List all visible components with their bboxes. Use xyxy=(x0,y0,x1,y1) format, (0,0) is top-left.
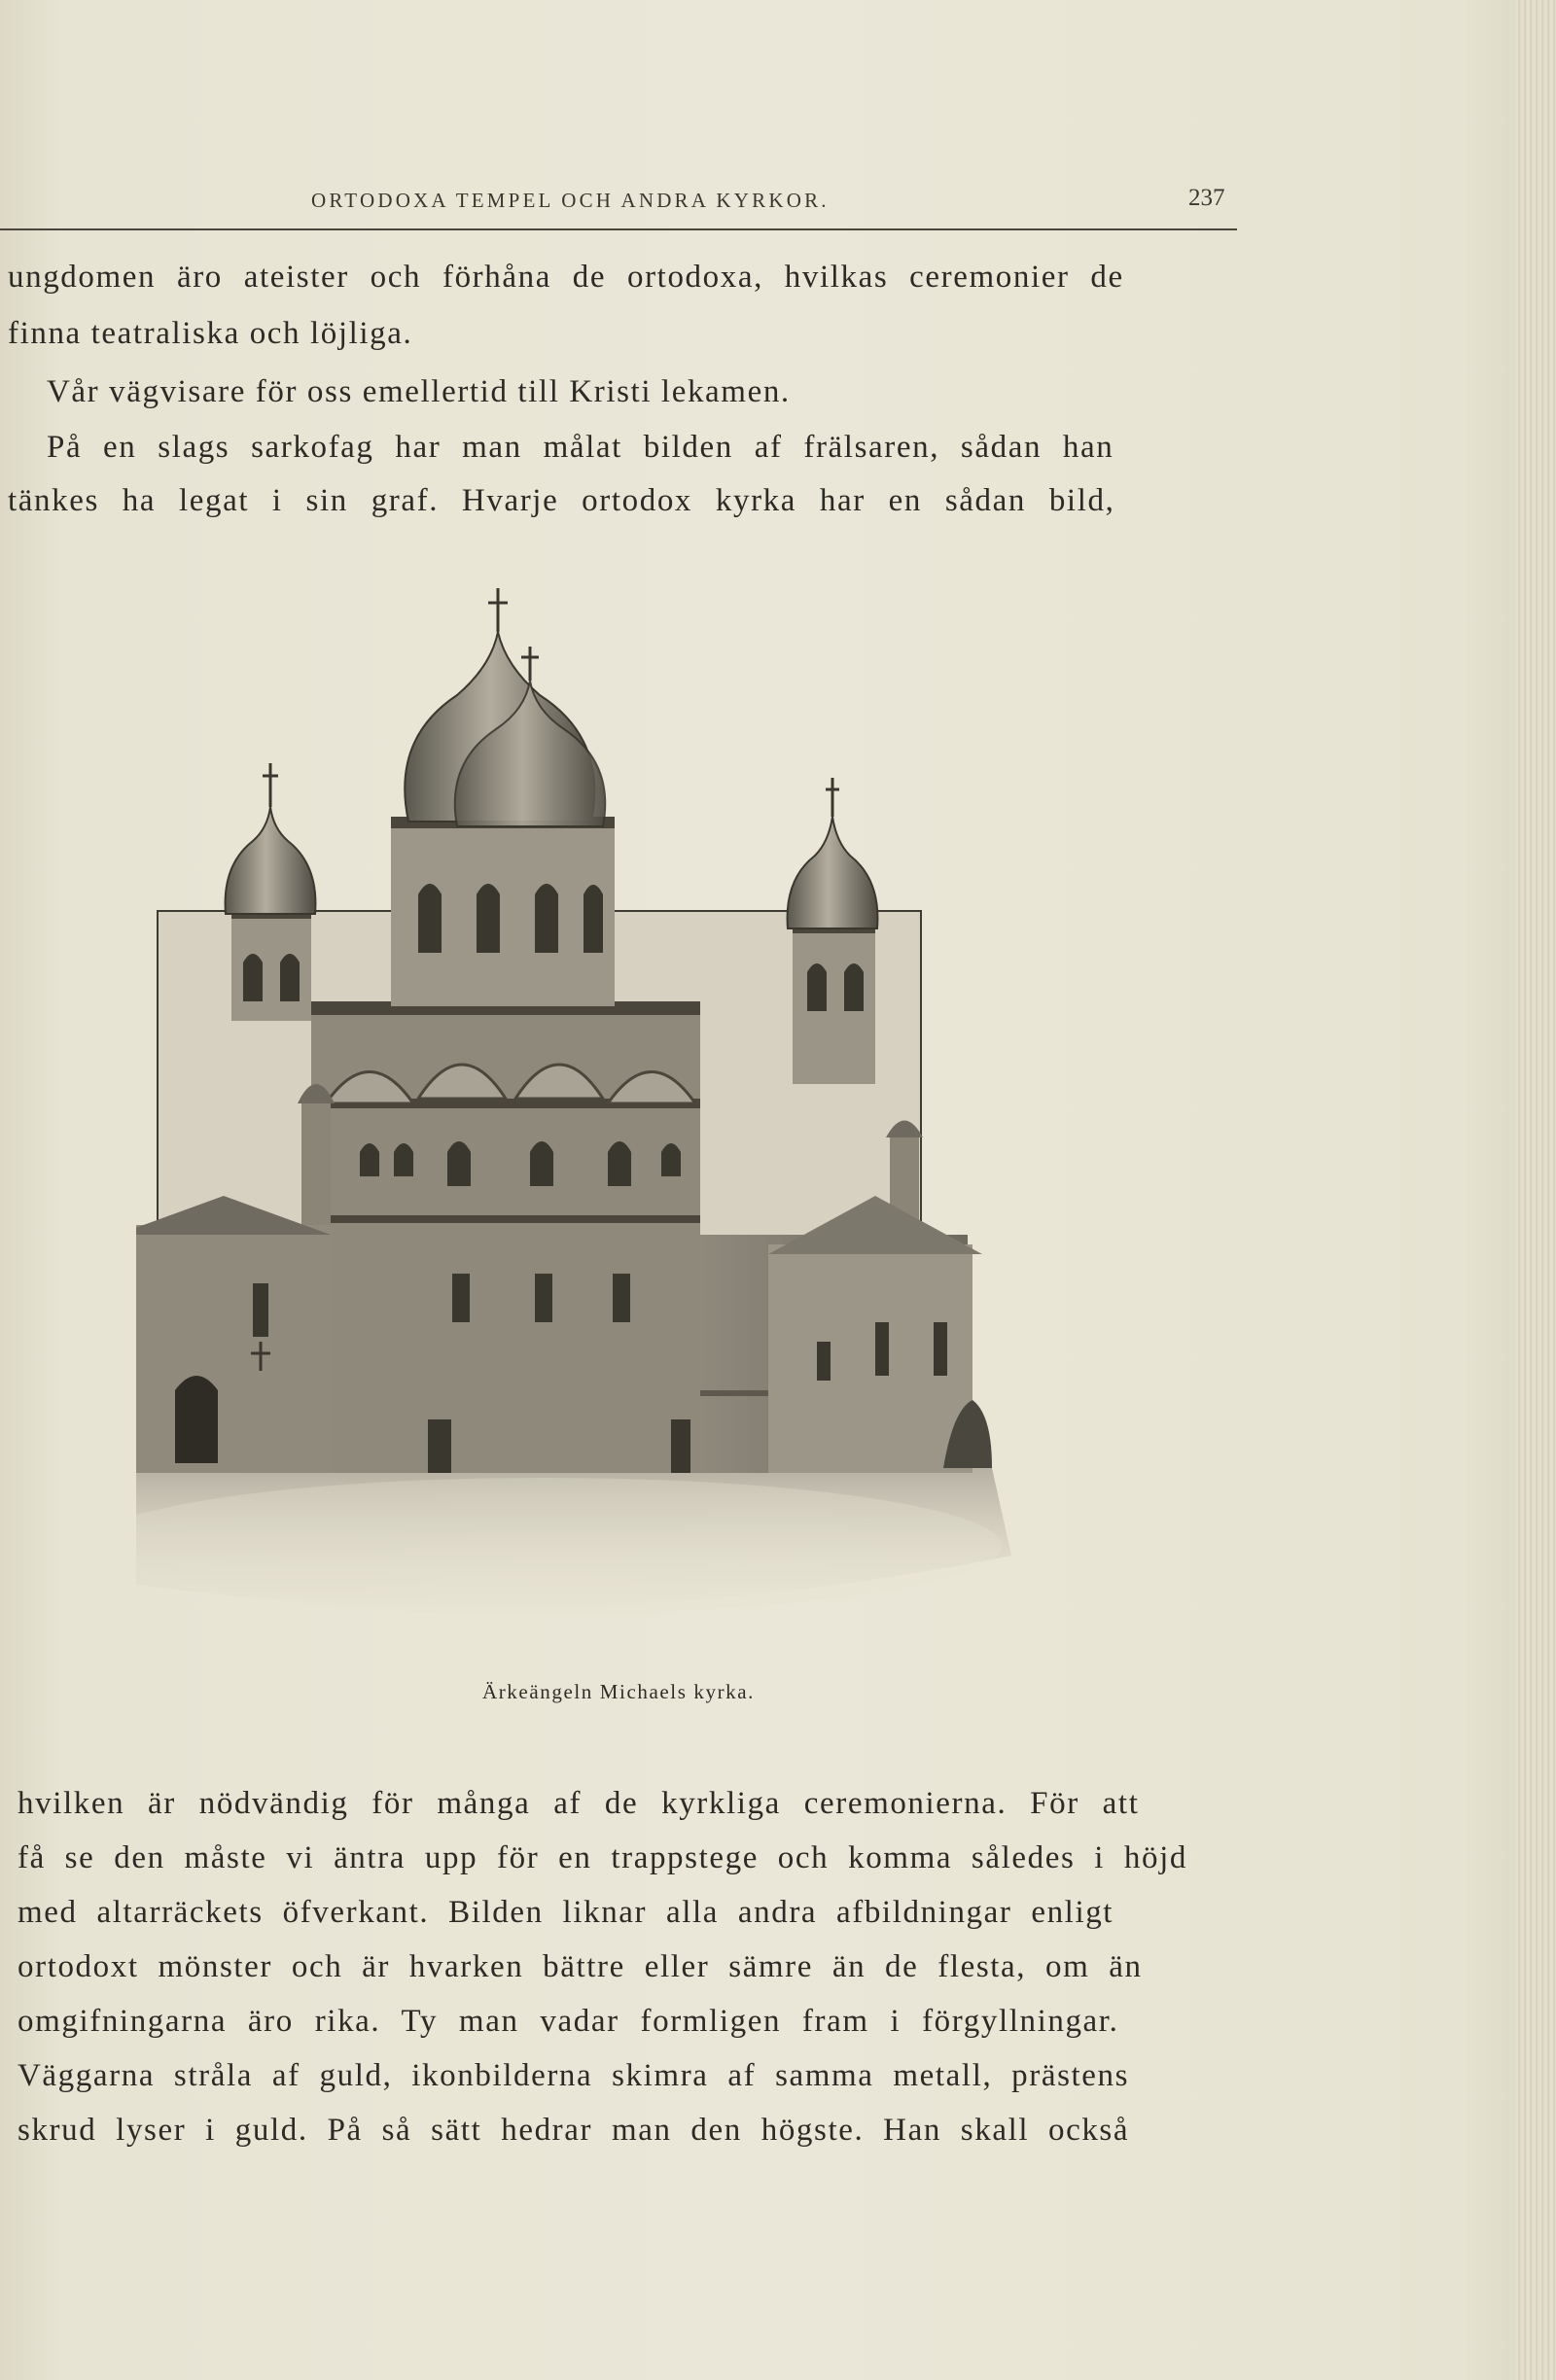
text-line: ortodoxt mönster och är hvarken bättre eller sämre än de flesta, om än xyxy=(18,1949,1143,1984)
text-line: få se den måste vi äntra upp för en trappstege och komma således i höjd xyxy=(18,1840,1187,1875)
text-line: skrud lyser i guld. På så sätt hedrar man den högste. Han skall också xyxy=(18,2113,1130,2148)
text-line: hvilken är nödvändig för många af de kyrkliga ceremonierna. För att xyxy=(18,1786,1140,1821)
page-edge xyxy=(1515,0,1556,2380)
text-line: tänkes ha legat i sin graf. Hvarje ortodox kyrka har en sådan bild, xyxy=(8,483,1115,518)
text-line: Vår vägvisare för oss emellertid till Kristi lekamen. xyxy=(47,374,791,409)
text-line: ungdomen äro ateister och förhåna de ortodoxa, hvilkas ceremonier de xyxy=(8,260,1124,295)
running-head xyxy=(0,185,1245,224)
text-line: omgifningarna äro rika. Ty man vadar formligen fram i förgyllningar. xyxy=(18,2004,1119,2039)
text-line: På en slags sarkofag har man målat bilden af frälsaren, sådan han xyxy=(47,430,1114,465)
header-rule xyxy=(0,228,1237,230)
church-photograph xyxy=(136,574,1099,1653)
page-number: 237 xyxy=(1188,185,1225,211)
text-line: finna teatraliska och löjliga. xyxy=(8,316,413,351)
text-line: Väggarna stråla af guld, ikonbilderna skimra af samma metall, prästens xyxy=(18,2058,1130,2093)
text-line: med altarräckets öfverkant. Bilden liknar alla andra afbildningar enligt xyxy=(18,1895,1114,1930)
figure-caption: Ärkeängeln Michaels kyrka. xyxy=(481,1680,756,1703)
running-title: ORTODOXA TEMPEL OCH ANDRA KYRKOR. xyxy=(311,189,830,212)
